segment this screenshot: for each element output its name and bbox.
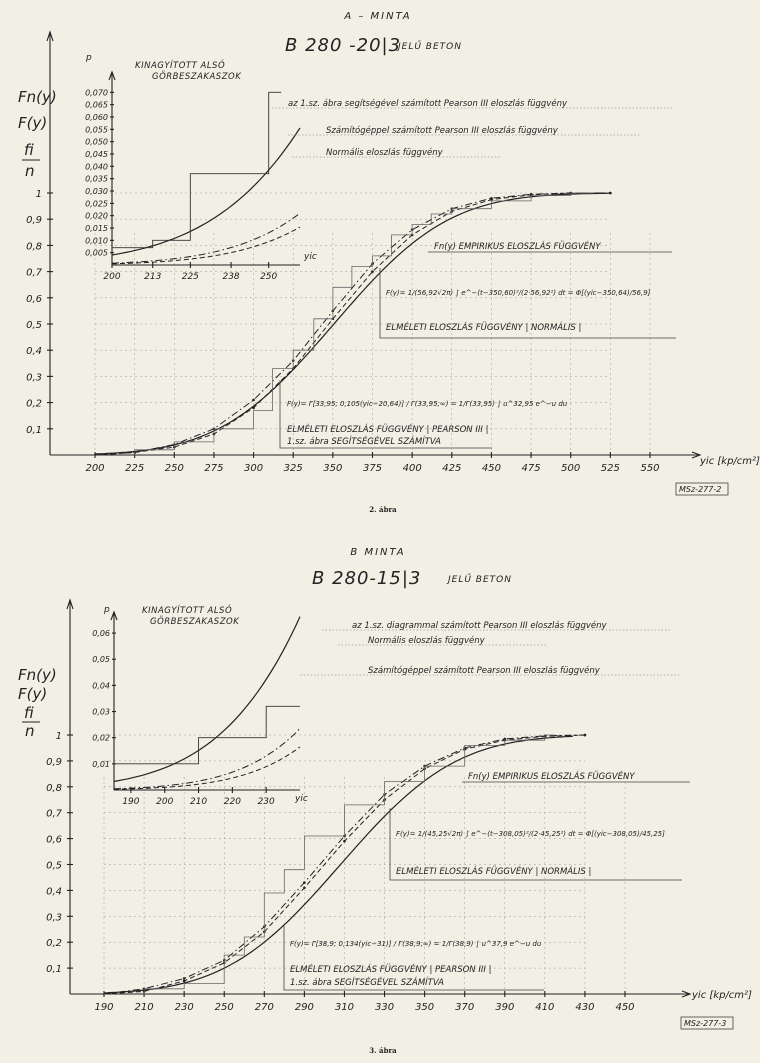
figure-a-y-tick-label-9: 1: [35, 189, 42, 200]
figure-b-inset-normal-line: [114, 617, 300, 782]
figure-a-inset-y-tick-label-3: 0,020: [85, 211, 108, 221]
figure-b-inset-y-tick-label-5: 0,06: [92, 629, 110, 639]
figure-a-x-tick-label-14: 550: [640, 463, 660, 474]
figure-b-inset-y-tick-label-4: 0,05: [92, 655, 110, 665]
figure-a-x-tick-label-12: 500: [561, 463, 581, 474]
figure-a-xlabel: yic [kp/cm²]: [700, 456, 760, 467]
figure-b-series-pearson-1-point-1: [183, 977, 186, 980]
figure-a-y-tick-label-2: 0,3: [26, 372, 42, 384]
figure-a-x-tick-label-2: 250: [164, 463, 184, 474]
figure-a-y-tick-label-7: 0,8: [26, 241, 42, 253]
figure-b-ylabel-fi: fi: [24, 704, 34, 722]
figure-b-x-tick-label-8: 350: [415, 1002, 435, 1013]
figure-b-x-tick-label-1: 210: [134, 1002, 154, 1013]
figure-a-inset-ylabel: p: [86, 53, 92, 63]
figure-a-legend-3: Normális eloszlás függvény: [326, 148, 443, 158]
figure-b-title: B 280-15|3: [312, 568, 422, 589]
figure-a-y-tick-label-1: 0,2: [26, 398, 42, 410]
figure-b-ylabel-fy: F(y): [18, 685, 48, 703]
figure-b-x-tick-label-0: 190: [94, 1002, 114, 1013]
figure-a-inset-x-tick-label-4: 250: [260, 272, 278, 282]
figure-a-inset-y-tick-label-0: 0,005: [85, 248, 108, 258]
figure-b-legend-3: Számítógéppel számított Pearson III eloszlás függvény: [368, 666, 600, 676]
figure-a-x-tick-label-0: 200: [85, 463, 105, 474]
figure-b-pearson-label-1: ELMÉLETI ELOSZLÁS FÜGGVÉNY | PEARSON III |: [290, 965, 492, 975]
figure-a-x-tick-label-6: 350: [323, 463, 343, 474]
figure-a-inset-x-tick-label-1: 213: [144, 272, 162, 282]
figure-a-series-pearson-2-point-12: [609, 192, 612, 195]
figure-a-inset-x-tick-label-0: 200: [103, 272, 121, 282]
figure-b-y-tick-label-9: 1: [55, 731, 62, 742]
figure-b-y-tick-label-5: 0,6: [46, 834, 62, 846]
figure-a-y-tick-label-8: 0,9: [26, 215, 42, 227]
figure-b-y-tick-label-4: 0,5: [46, 860, 62, 872]
figure-a-inset-pearson-1-line: [112, 213, 300, 263]
figure-b-x-tick-label-10: 390: [495, 1002, 515, 1013]
figure-b-ylabel-fn: Fn(y): [18, 666, 57, 684]
figure-b-x-tick-label-6: 310: [334, 1002, 355, 1013]
figure-b-inset-y-tick-label-2: 0,03: [92, 707, 110, 717]
figure-a-ylabel-fn: Fn(y): [18, 88, 57, 106]
figure-a-caption: 2. ábra: [369, 505, 397, 514]
figure-b-xlabel: yic [kp/cm²]: [692, 990, 752, 1001]
figure-b-inset-y-tick-label-1: 0,02: [92, 733, 110, 743]
figure-a-x-tick-label-5: 325: [283, 463, 303, 474]
figure-b-series-pearson-2-point-1: [183, 980, 186, 983]
figure-b-main-plot: [46, 600, 690, 1013]
figure-b-normal-formula: F(y)= 1/(45,25√2π) ∫ e^−(t−308,05)²/(2·45,25²) dt = Φ[(yic−308,05)/45,25]: [396, 830, 665, 838]
figure-b-y-tick-label-6: 0,7: [46, 808, 62, 820]
figure-a-y-tick-label-3: 0,4: [26, 346, 42, 358]
figure-a-y-tick-label-6: 0,7: [26, 267, 42, 279]
figure-b-inset-title-1: KINAGYÍTOTT ALSÓ: [142, 606, 233, 616]
figure-a-inset-title-2: GÖRBESZAKASZOK: [152, 72, 242, 82]
figure-b-inset-x-tick-label-2: 210: [189, 797, 208, 807]
figure-b-inset-ylabel: p: [104, 605, 110, 615]
figure-a-inset-y-tick-label-9: 0,050: [85, 137, 108, 147]
figure-b-inset-xlabel: yic: [295, 794, 308, 804]
figure-a-pearson-label-1: ELMÉLETI ELOSZLÁS FÜGGVÉNY | PEARSON III |: [287, 425, 489, 435]
figure-a-inset-x-tick-label-3: 238: [222, 272, 240, 282]
figure-a-inset-y-tick-label-10: 0,055: [85, 125, 108, 135]
figure-b-inset-pearson-2-line: [114, 747, 300, 789]
figure-b-series-pearson-2-point-5: [343, 840, 346, 843]
figure-b-x-tick-label-12: 430: [575, 1002, 595, 1013]
figure-a-series-pearson-1-point-3: [252, 399, 255, 402]
figure-a-inset-normal-line: [112, 128, 300, 255]
figure-a-empirical-label: Fn(y) EMPIRIKUS ELOSZLÁS FÜGGVÉNY: [434, 242, 601, 252]
figure-b-x-tick-label-5: 290: [294, 1002, 314, 1013]
figure-b-x-tick-label-7: 330: [374, 1002, 395, 1013]
figure-b: [18, 547, 752, 1055]
figure-a-inset-y-tick-label-6: 0,035: [85, 174, 108, 184]
figure-a-inset-x-tick-label-2: 225: [181, 272, 199, 282]
figure-a-inset-y-tick-label-12: 0,065: [85, 100, 108, 110]
figure-a-series-pearson-2-point-3: [252, 407, 255, 410]
figure-a-ylabel-fi: fi: [24, 141, 34, 159]
figure-a-legend-1: az 1.sz. ábra segítségével számított Pearson III eloszlás függvény: [288, 99, 568, 109]
figure-a-inset-y-tick-label-1: 0,010: [85, 236, 108, 246]
figure-a-inset-y-tick-label-13: 0,070: [85, 88, 108, 98]
figure-a-normal-formula: F(y)= 1/(56,92√2π) ∫ e^−(t−350,60)²/(2·56,92²) dt = Φ[(yic−350,64)/56,9]: [386, 289, 651, 297]
figure-a-x-tick-label-1: 225: [125, 463, 145, 474]
figure-b-title-suffix: JELŰ BETON: [448, 575, 512, 585]
figure-b-legend-2: Normális eloszlás függvény: [368, 636, 485, 646]
figure-a-inset-y-tick-label-5: 0,030: [85, 187, 108, 196]
figure-a-x-tick-label-4: 300: [244, 463, 264, 474]
figure-b-inset-plot: [92, 612, 300, 807]
figure-b-y-tick-label-1: 0,2: [46, 938, 62, 950]
figure-b-ylabel-n: n: [25, 722, 35, 740]
figure-b-y-tick-label-8: 0,9: [46, 756, 62, 768]
figure-a-inset-y-tick-label-7: 0,040: [85, 162, 108, 172]
figure-b-inset-y-tick-label-3: 0,04: [92, 681, 110, 691]
figure-a-inset-empirical-step: [112, 92, 281, 247]
figure-a-x-tick-label-13: 525: [600, 463, 620, 474]
figure-a-inset-y-tick-label-2: 0,015: [85, 224, 108, 233]
figure-a-stamp: MSz-277-2: [679, 485, 722, 494]
figure-b-x-tick-label-4: 270: [254, 1002, 274, 1013]
figure-b-inset-x-tick-label-4: 230: [257, 797, 275, 807]
figure-a-minta: A – MINTA: [344, 11, 412, 22]
figure-b-y-tick-label-3: 0,4: [46, 886, 62, 898]
figure-b-empirical-label: Fn(y) EMPIRIKUS ELOSZLÁS FÜGGVÉNY: [468, 772, 635, 782]
figure-b-pearson-label-2: 1.sz. ábra SEGÍTSÉGÉVEL SZÁMÍTVA: [290, 978, 444, 988]
figure-b-minta: B MINTA: [350, 547, 406, 558]
figure-b-legend-1: az 1.sz. diagrammal számított Pearson III eloszlás függvény: [352, 621, 607, 631]
figure-a-x-tick-label-8: 400: [402, 463, 422, 474]
figure-b-inset-x-tick-label-1: 200: [156, 797, 174, 807]
figure-a-title-suffix: JELŰ BETON: [398, 42, 462, 52]
figure-a-pearson-formula: F(y)= Γ[33,95; 0,105(yic−20,64)] / Γ(33,95;∞) = 1/Γ(33,95) ∫ u^32,95 e^−u du: [287, 400, 568, 408]
figure-a: [18, 11, 760, 514]
figure-a-title: B 280 -20|3: [285, 35, 402, 56]
figure-b-pearson-formula: F(y)= Γ[38,9; 0,134(yic−31)] / Γ(38,9;∞) = 1/Γ(38,9) ∫ u^37,9 e^−u du: [290, 940, 542, 948]
figure-a-x-tick-label-11: 475: [521, 463, 541, 474]
figure-b-inset-empirical-step: [114, 706, 300, 764]
figure-a-pearson-label-2: 1.sz. ábra SEGÍTSÉGÉVEL SZÁMÍTVA: [287, 437, 441, 447]
figure-a-inset-y-tick-label-11: 0,060: [85, 113, 108, 122]
figure-a-normal-label: ELMÉLETI ELOSZLÁS FÜGGVÉNY | NORMÁLIS |: [386, 323, 582, 333]
figure-b-x-tick-label-3: 250: [214, 1002, 234, 1013]
figure-b-inset-x-tick-label-3: 220: [223, 797, 241, 807]
figure-a-ylabel-n: n: [25, 162, 35, 180]
figure-b-stamp: MSz-277-3: [684, 1019, 727, 1028]
figure-b-caption: 3. ábra: [369, 1046, 397, 1055]
figure-b-y-tick-label-0: 0,1: [46, 964, 62, 976]
figure-b-y-tick-label-2: 0,3: [46, 912, 62, 924]
figure-b-series-pearson-2-point-11: [584, 734, 587, 737]
figure-a-y-tick-label-5: 0,6: [26, 293, 42, 305]
figure-b-inset-x-tick-label-0: 190: [122, 797, 140, 807]
figure-b-x-tick-label-2: 230: [174, 1002, 194, 1013]
figure-b-x-tick-label-13: 450: [615, 1002, 635, 1013]
figure-a-x-tick-label-3: 275: [204, 463, 224, 474]
figure-a-inset-title-1: KINAGYÍTOTT ALSÓ: [135, 61, 226, 71]
figure-a-inset-xlabel: yic: [304, 252, 317, 262]
figure-a-series-pearson-2-point-9: [490, 198, 493, 201]
figure-b-x-tick-label-11: 410: [535, 1002, 555, 1013]
figure-b-inset-y-tick-label-0: 0,01: [92, 759, 110, 769]
figure-b-x-tick-label-9: 370: [455, 1002, 475, 1013]
figure-b-inset-title-2: GÖRBESZAKASZOK: [150, 617, 240, 627]
figure-b-y-tick-label-7: 0,8: [46, 782, 62, 794]
figure-a-x-tick-label-7: 375: [362, 463, 383, 474]
figure-a-series-pearson-2-point-6: [371, 270, 374, 273]
figure-b-series-pearson-1-point-4: [303, 881, 306, 884]
figure-a-x-tick-label-10: 450: [481, 463, 501, 474]
figure-a-legend-2: Számítógéppel számított Pearson III eloszlás függvény: [326, 126, 558, 136]
figure-b-series-pearson-2-point-4: [303, 887, 306, 890]
figure-a-x-tick-label-9: 425: [442, 463, 462, 474]
figure-a-inset-plot: [85, 72, 300, 282]
figure-a-y-tick-label-4: 0,5: [26, 320, 42, 331]
figure-a-inset-y-tick-label-4: 0,025: [85, 199, 108, 209]
figure-a-y-tick-label-0: 0,1: [26, 424, 42, 436]
figure-a-ylabel-fy: F(y): [18, 114, 48, 132]
figure-b-normal-label: ELMÉLETI ELOSZLÁS FÜGGVÉNY | NORMÁLIS |: [396, 867, 592, 877]
figure-a-inset-y-tick-label-8: 0,045: [85, 150, 108, 159]
